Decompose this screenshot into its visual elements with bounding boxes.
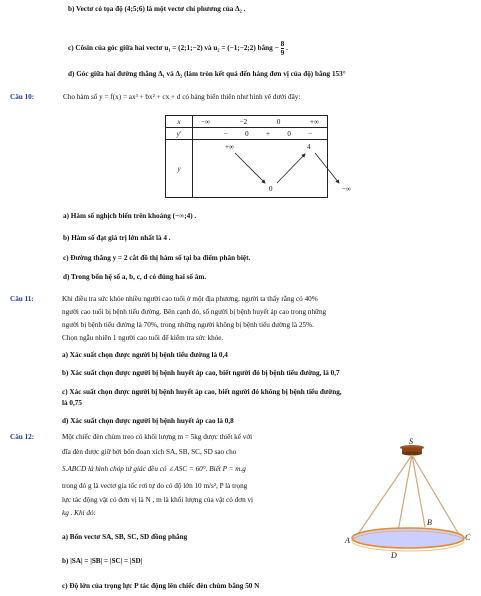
vt-x-row: [193, 116, 328, 128]
q12-line-4: trong đó g là vectơ gia tốc rơi tự do có độ lớn 10 m/s², P là trọng: [62, 482, 248, 490]
q10-stem: Cho hàm số y = f(x) = ax³ + bx² + cx + d có bảng biến thiên như hình vẽ dưới đây:: [63, 93, 301, 101]
q9-option-c: c) Côsin của góc giữa hai vectơ u₁ = (2;1;−2) và u₂ = (−1;−2;2) bằng − $\frac{8}{9}$ .: [68, 40, 288, 57]
vt-x-4: +∞: [310, 117, 319, 126]
q11-line-1: Khi điều tra sức khỏe nhiều người cao tuổi ở một địa phương, người ta thấy rằng có 40%: [62, 295, 318, 303]
q10-option-b: b) Hàm số đạt giá trị lớn nhất là 4 .: [63, 234, 171, 242]
q12-line-3: S.ABCD là hình chóp tứ giác đều có ∠ASC = 60°. Biết P = m.g: [62, 465, 246, 473]
arrow-down-2: [315, 153, 339, 183]
q11-option-c-1: c) Xác suất chọn được người bị bệnh huyết áp cao, biết người đó không bị bệnh tiểu đường,: [62, 388, 342, 396]
label-a: A: [345, 536, 350, 545]
q11-option-d: d) Xác suất chọn được người bị bệnh huyết áp cao là 0,8: [62, 417, 234, 425]
vt-y-row: [193, 140, 351, 198]
arrow-down-1: [235, 153, 265, 183]
q12-option-c: c) Độ lớn của trọng lực P tác động lên chiếc đèn chùm bằng 50 N: [62, 582, 260, 590]
q9-fraction-den: 9: [280, 49, 285, 57]
q11-line-4: Chọn ngẫu nhiên 1 người cao tuổi để kiểm tra sức khỏe.: [62, 334, 224, 342]
vt-yp-4: 0: [287, 129, 291, 138]
q12-line-6: kg . Khi đó:: [62, 509, 96, 517]
vt-x-3: 0: [276, 117, 281, 126]
vt-y-max: 4: [307, 143, 311, 151]
chandelier-figure: [345, 437, 479, 565]
vt-yp-1: −: [223, 129, 228, 138]
q9-option-b: b) Vectơ có tọa độ (4;5;6) là một vectơ chỉ phương của Δ₂ .: [68, 5, 246, 13]
mount-bottom: [402, 452, 422, 456]
vt-x-2: −2: [239, 117, 248, 126]
vt-y-head: y: [166, 140, 193, 198]
q11-option-b: b) Xác suất chọn được người bị bệnh huyết áp cao, biết người đó bị bệnh tiểu đường, là 0,7: [62, 369, 340, 377]
vt-y-minus-inf: −∞: [342, 185, 351, 193]
q12-line-2: đĩa đèn được giữ bởi bốn đoạn xích SA, SB, SC, SD sao cho: [62, 448, 237, 456]
q12-option-b: b) |SA| = |SB| = |SC| = |SD|: [62, 557, 143, 565]
vt-yp-5: −: [308, 129, 313, 138]
vt-y-min: 0: [269, 185, 273, 193]
vt-x-1: −∞: [201, 117, 210, 126]
label-c: C: [465, 533, 471, 542]
arrow-up: [277, 154, 305, 183]
q10-option-d: d) Trong bốn hệ số a, b, c, d có đúng hai số âm.: [63, 273, 207, 281]
q11-line-2: người cao tuổi bị bệnh tiểu đường. Bên cạnh đó, số người bị bệnh huyết áp cao trong những: [62, 308, 327, 316]
vt-yp-2: 0: [245, 129, 249, 138]
q11-line-3: người bị bệnh tiểu đường là 70%, trong những người không bị bệnh tiểu đường là 25%.: [62, 321, 314, 329]
vt-yp-head: y′: [166, 128, 193, 140]
q11-option-c-2: là 0,75: [62, 399, 82, 407]
q11-option-a: a) Xác suất chọn được người bị bệnh tiểu đường là 0,4: [62, 351, 228, 359]
q9-option-c-text: c) Côsin của góc giữa hai vectơ u₁ = (2;1;−2) và u₂ = (−1;−2;2) bằng −: [68, 44, 279, 53]
q10-label: Câu 10:: [10, 93, 35, 101]
vt-yp-3: +: [266, 129, 270, 138]
q10-option-a: a) Hàm số nghịch biến trên khoảng (−∞;4) .: [63, 212, 197, 220]
variation-table: [165, 115, 351, 198]
q12-line-1: Một chiếc đèn chùm treo có khối lượng m = 5kg được thiết kế với: [62, 433, 253, 441]
label-b: B: [427, 518, 432, 527]
q9-fraction-num: 8: [280, 40, 285, 48]
q12-option-a: a) Bốn vectơ SA, SB, SC, SD đồng phẳng: [62, 533, 188, 541]
label-d: D: [391, 551, 397, 560]
q9-option-d: d) Góc giữa hai đường thẳng Δ₁ và Δ₂ (làm tròn kết quả đến hàng đơn vị của độ) bằng 153°: [68, 70, 346, 78]
vt-arrows: [193, 140, 330, 198]
q12-label: Câu 12:: [10, 433, 35, 441]
q12-line-5: lực tác động vật có đơn vị là N , m là khối lượng của vật có đơn vị: [62, 496, 254, 504]
q9-fraction: [281, 40, 285, 57]
vt-yp-row: [193, 128, 328, 140]
q10-option-c: c) Đường thẳng y = 2 cắt đồ thị hàm số tại ba điểm phân biệt.: [63, 254, 251, 262]
q11-label: Câu 11:: [10, 295, 34, 303]
label-s: S: [409, 437, 413, 446]
vt-x-head: x: [166, 116, 193, 128]
vt-y-plus-inf: +∞: [225, 143, 234, 151]
